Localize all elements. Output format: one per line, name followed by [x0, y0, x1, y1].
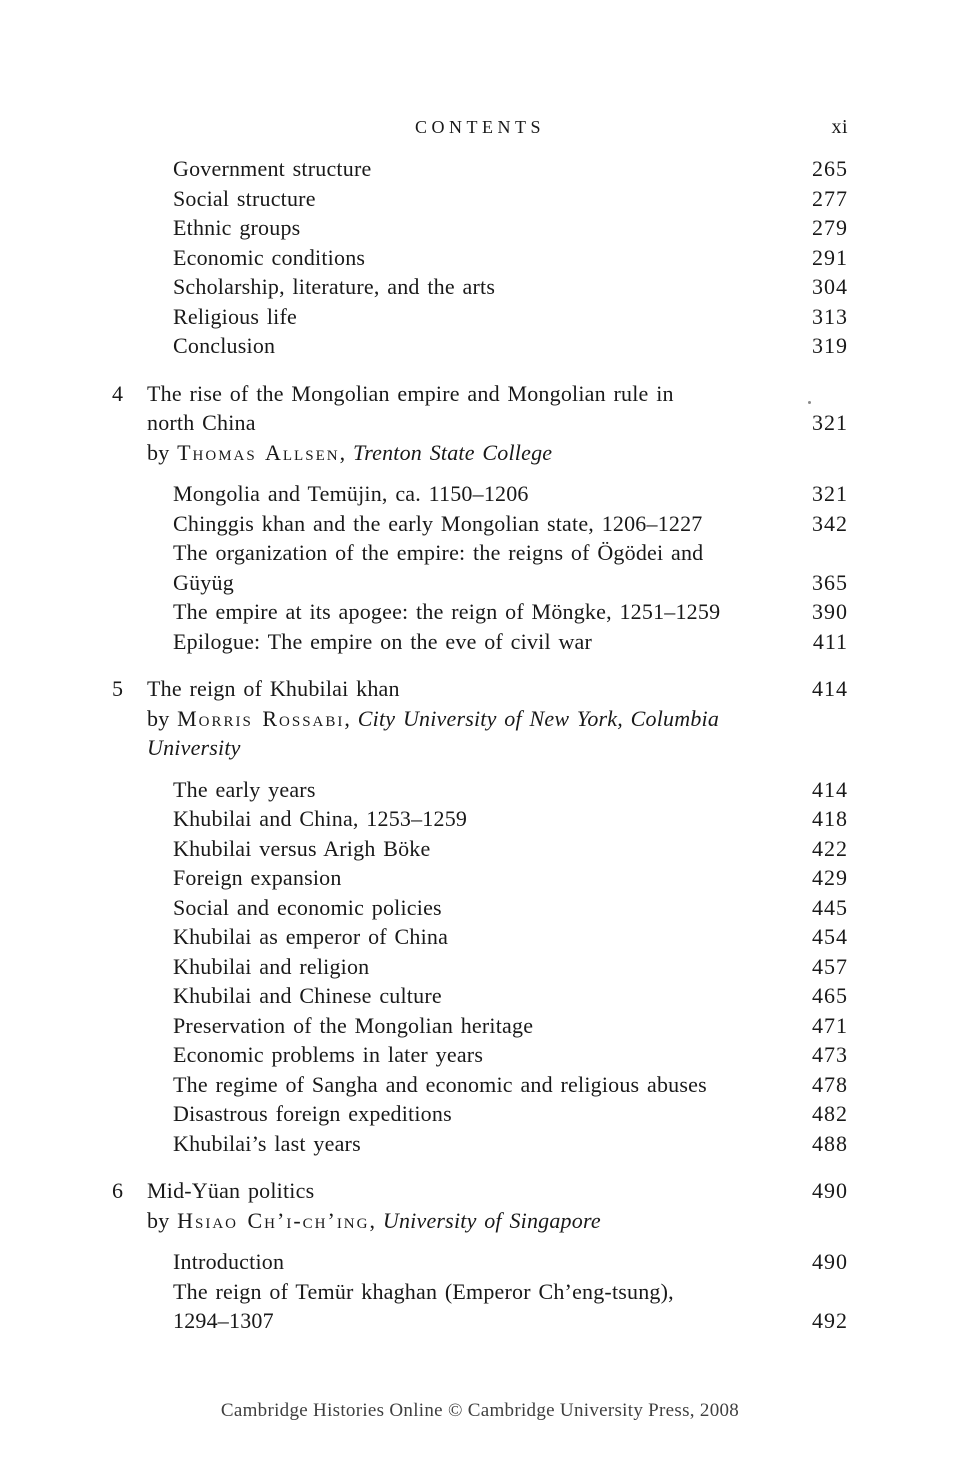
entry-page-number: 490	[812, 1178, 848, 1203]
chapter-heading-line	[112, 408, 848, 438]
entry-title: Economic conditions	[173, 244, 366, 270]
heading-segment: Morris Rossabi	[177, 705, 345, 731]
folio-page-number: xi	[831, 116, 848, 138]
chapter-heading-line	[112, 674, 848, 704]
toc-entry-row	[112, 479, 848, 509]
toc-entry-row	[112, 1070, 848, 1100]
entry-page-number: 422	[812, 835, 848, 861]
entry-page-number: 411	[812, 628, 848, 654]
heading-segment: Thomas Allsen	[177, 439, 340, 465]
entry-page-number: 490	[812, 1249, 848, 1274]
heading-segment: by	[147, 439, 178, 465]
entry-title: Social and economic policies	[173, 894, 442, 920]
entry-title: The early years	[173, 776, 316, 802]
heading-segment: north China	[147, 410, 256, 435]
entry-title: The reign of Temür khaghan (Emperor Ch’eng-tsung),	[173, 1278, 674, 1304]
toc-entry-row	[112, 1277, 848, 1307]
chapter-heading-line	[112, 704, 848, 734]
heading-segment: by	[147, 1207, 178, 1233]
entry-page-number: 492	[812, 1308, 848, 1333]
toc-entry-row	[112, 538, 848, 568]
chapter-block	[112, 1176, 848, 1336]
toc-entry-row	[112, 627, 848, 657]
toc-sections	[112, 154, 848, 1336]
entry-page-number: 390	[812, 599, 848, 624]
chapter-heading-text	[147, 440, 552, 465]
entry-page-number: 291	[812, 244, 848, 270]
heading-segment: ,	[339, 439, 353, 465]
toc-entry-row	[112, 272, 848, 302]
entry-page-number: 342	[812, 510, 848, 536]
entry-page-number: 429	[812, 865, 848, 890]
entry-title: Güyüg	[173, 569, 234, 595]
entry-page-number: 304	[812, 274, 848, 299]
chapter-number: 4	[112, 380, 124, 406]
entry-title: Khubilai and Chinese culture	[173, 983, 442, 1008]
entry-page-number: 279	[812, 215, 848, 240]
chapter-entry-list	[112, 775, 848, 1159]
entry-page-number: 414	[812, 676, 848, 701]
chapter-heading-line	[112, 1176, 848, 1206]
heading-segment: City University of New York, Columbia	[357, 705, 720, 731]
entry-page-number: 488	[812, 1130, 848, 1156]
entry-page-number: 277	[812, 185, 848, 211]
toc-entry-row	[112, 775, 848, 805]
toc-entry-row	[112, 331, 848, 361]
entry-title: Khubilai and religion	[173, 953, 370, 979]
entry-page-number: 319	[812, 333, 848, 358]
chapter-heading-line	[112, 379, 848, 409]
toc-entry-row	[112, 1099, 848, 1129]
entry-title: Foreign expansion	[173, 865, 342, 890]
chapter-heading-text	[147, 1178, 314, 1203]
chapter-entry-list	[112, 1247, 848, 1336]
entry-page-number: 365	[812, 569, 848, 595]
heading-segment: ,	[344, 705, 358, 731]
entry-page-number: 313	[812, 303, 848, 329]
toc-entry-row	[112, 952, 848, 982]
entry-page-number: 471	[812, 1012, 848, 1038]
chapter-heading-line	[112, 733, 848, 763]
toc-entry-row	[112, 302, 848, 332]
toc-entry-row	[112, 1040, 848, 1070]
entry-title: Disastrous foreign expeditions	[173, 1101, 452, 1126]
entry-title: Religious life	[173, 303, 297, 329]
heading-segment: The rise of the Mongolian empire and Mongolian rule in	[147, 380, 674, 406]
entry-title: Scholarship, literature, and the arts	[173, 274, 496, 299]
entry-title: Epilogue: The empire on the eve of civil war	[173, 628, 593, 654]
entry-page-number: 454	[812, 924, 848, 949]
toc-entry-row	[112, 597, 848, 627]
entry-page-number: 321	[812, 410, 848, 435]
entry-title: Preservation of the Mongolian heritage	[173, 1012, 534, 1038]
entry-title: Khubilai as emperor of China	[173, 924, 449, 949]
entry-title: Mongolia and Temüjin, ca. 1150–1206	[173, 481, 529, 506]
copyright-footer: Cambridge Histories Online © Cambridge University Press, 2008	[220, 1400, 740, 1421]
toc-entry-row	[112, 568, 848, 598]
entry-page-number: 265	[812, 156, 848, 181]
chapter-heading-line	[112, 1206, 848, 1236]
chapter-heading-text	[147, 676, 400, 701]
heading-segment: Mid-Yüan politics	[147, 1178, 315, 1203]
entry-title: Social structure	[173, 185, 316, 211]
toc-entry-row	[112, 1129, 848, 1159]
heading-segment: ,	[369, 1207, 383, 1233]
entry-page-number: 482	[812, 1101, 848, 1126]
heading-segment: University	[147, 735, 241, 760]
toc-entry-row	[112, 509, 848, 539]
chapter-heading-text	[147, 1208, 601, 1233]
page-header	[112, 112, 848, 142]
toc-entry-row	[112, 1306, 848, 1336]
entry-title: Introduction	[173, 1249, 285, 1274]
chapter-number: 5	[112, 676, 124, 701]
chapter-heading-text	[147, 706, 719, 731]
toc-entry-row	[112, 893, 848, 923]
chapter-heading-line	[112, 438, 848, 468]
page-content	[112, 0, 848, 1336]
toc-entry-row	[112, 243, 848, 273]
entry-title: The regime of Sangha and economic and religious abuses	[173, 1071, 707, 1097]
chapter-heading-text	[147, 735, 241, 760]
entry-page-number: 445	[812, 894, 848, 920]
entry-title: Economic problems in later years	[173, 1042, 484, 1067]
entry-page-number: 478	[812, 1071, 848, 1097]
entry-title: Khubilai versus Arigh Böke	[173, 835, 431, 861]
toc-entry-row	[112, 863, 848, 893]
heading-segment: Hsiao Ch’i-ch’ing	[177, 1207, 370, 1233]
entry-page-number: 321	[812, 481, 848, 506]
contents-heading: CONTENTS	[415, 117, 545, 137]
chapter-block	[112, 379, 848, 657]
entry-title: Ethnic groups	[173, 215, 301, 240]
heading-segment: The reign of Khubilai khan	[147, 676, 400, 701]
entry-page-number: 414	[812, 776, 848, 802]
chapter-entry-list	[112, 479, 848, 656]
entry-page-number: 457	[812, 953, 848, 979]
toc-entry-row	[112, 154, 848, 184]
heading-segment: Trenton State College	[352, 439, 553, 465]
entry-title: 1294–1307	[173, 1308, 274, 1333]
toc-entry-row	[112, 184, 848, 214]
heading-segment: by	[147, 705, 178, 731]
entry-title: The empire at its apogee: the reign of Möngke, 1251–1259	[173, 599, 721, 624]
toc-entry-row	[112, 834, 848, 864]
entry-title: The organization of the empire: the reigns of Ögödei and	[173, 540, 704, 565]
toc-entry-row	[112, 1011, 848, 1041]
chapter-heading-text	[147, 381, 674, 406]
scan-artifact-dot	[808, 401, 811, 404]
chapter-heading-text	[147, 410, 256, 435]
toc-entry-row	[112, 922, 848, 952]
entry-page-number: 465	[812, 983, 848, 1008]
entry-title: Khubilai and China, 1253–1259	[173, 806, 468, 831]
entry-list	[112, 154, 848, 361]
entry-page-number: 418	[812, 806, 848, 831]
toc-entry-row	[112, 213, 848, 243]
entry-title: Khubilai’s last years	[173, 1130, 361, 1156]
toc-entry-row	[112, 1247, 848, 1277]
toc-entry-row	[112, 804, 848, 834]
chapter-block	[112, 674, 848, 1158]
chapter-number: 6	[112, 1178, 124, 1203]
entry-title: Chinggis khan and the early Mongolian state, 1206–1227	[173, 510, 703, 536]
entry-title: Government structure	[173, 156, 372, 181]
entry-title: Conclusion	[173, 333, 276, 358]
heading-segment: University of Singapore	[382, 1207, 601, 1233]
toc-entry-row	[112, 981, 848, 1011]
entry-page-number: 473	[812, 1042, 848, 1067]
